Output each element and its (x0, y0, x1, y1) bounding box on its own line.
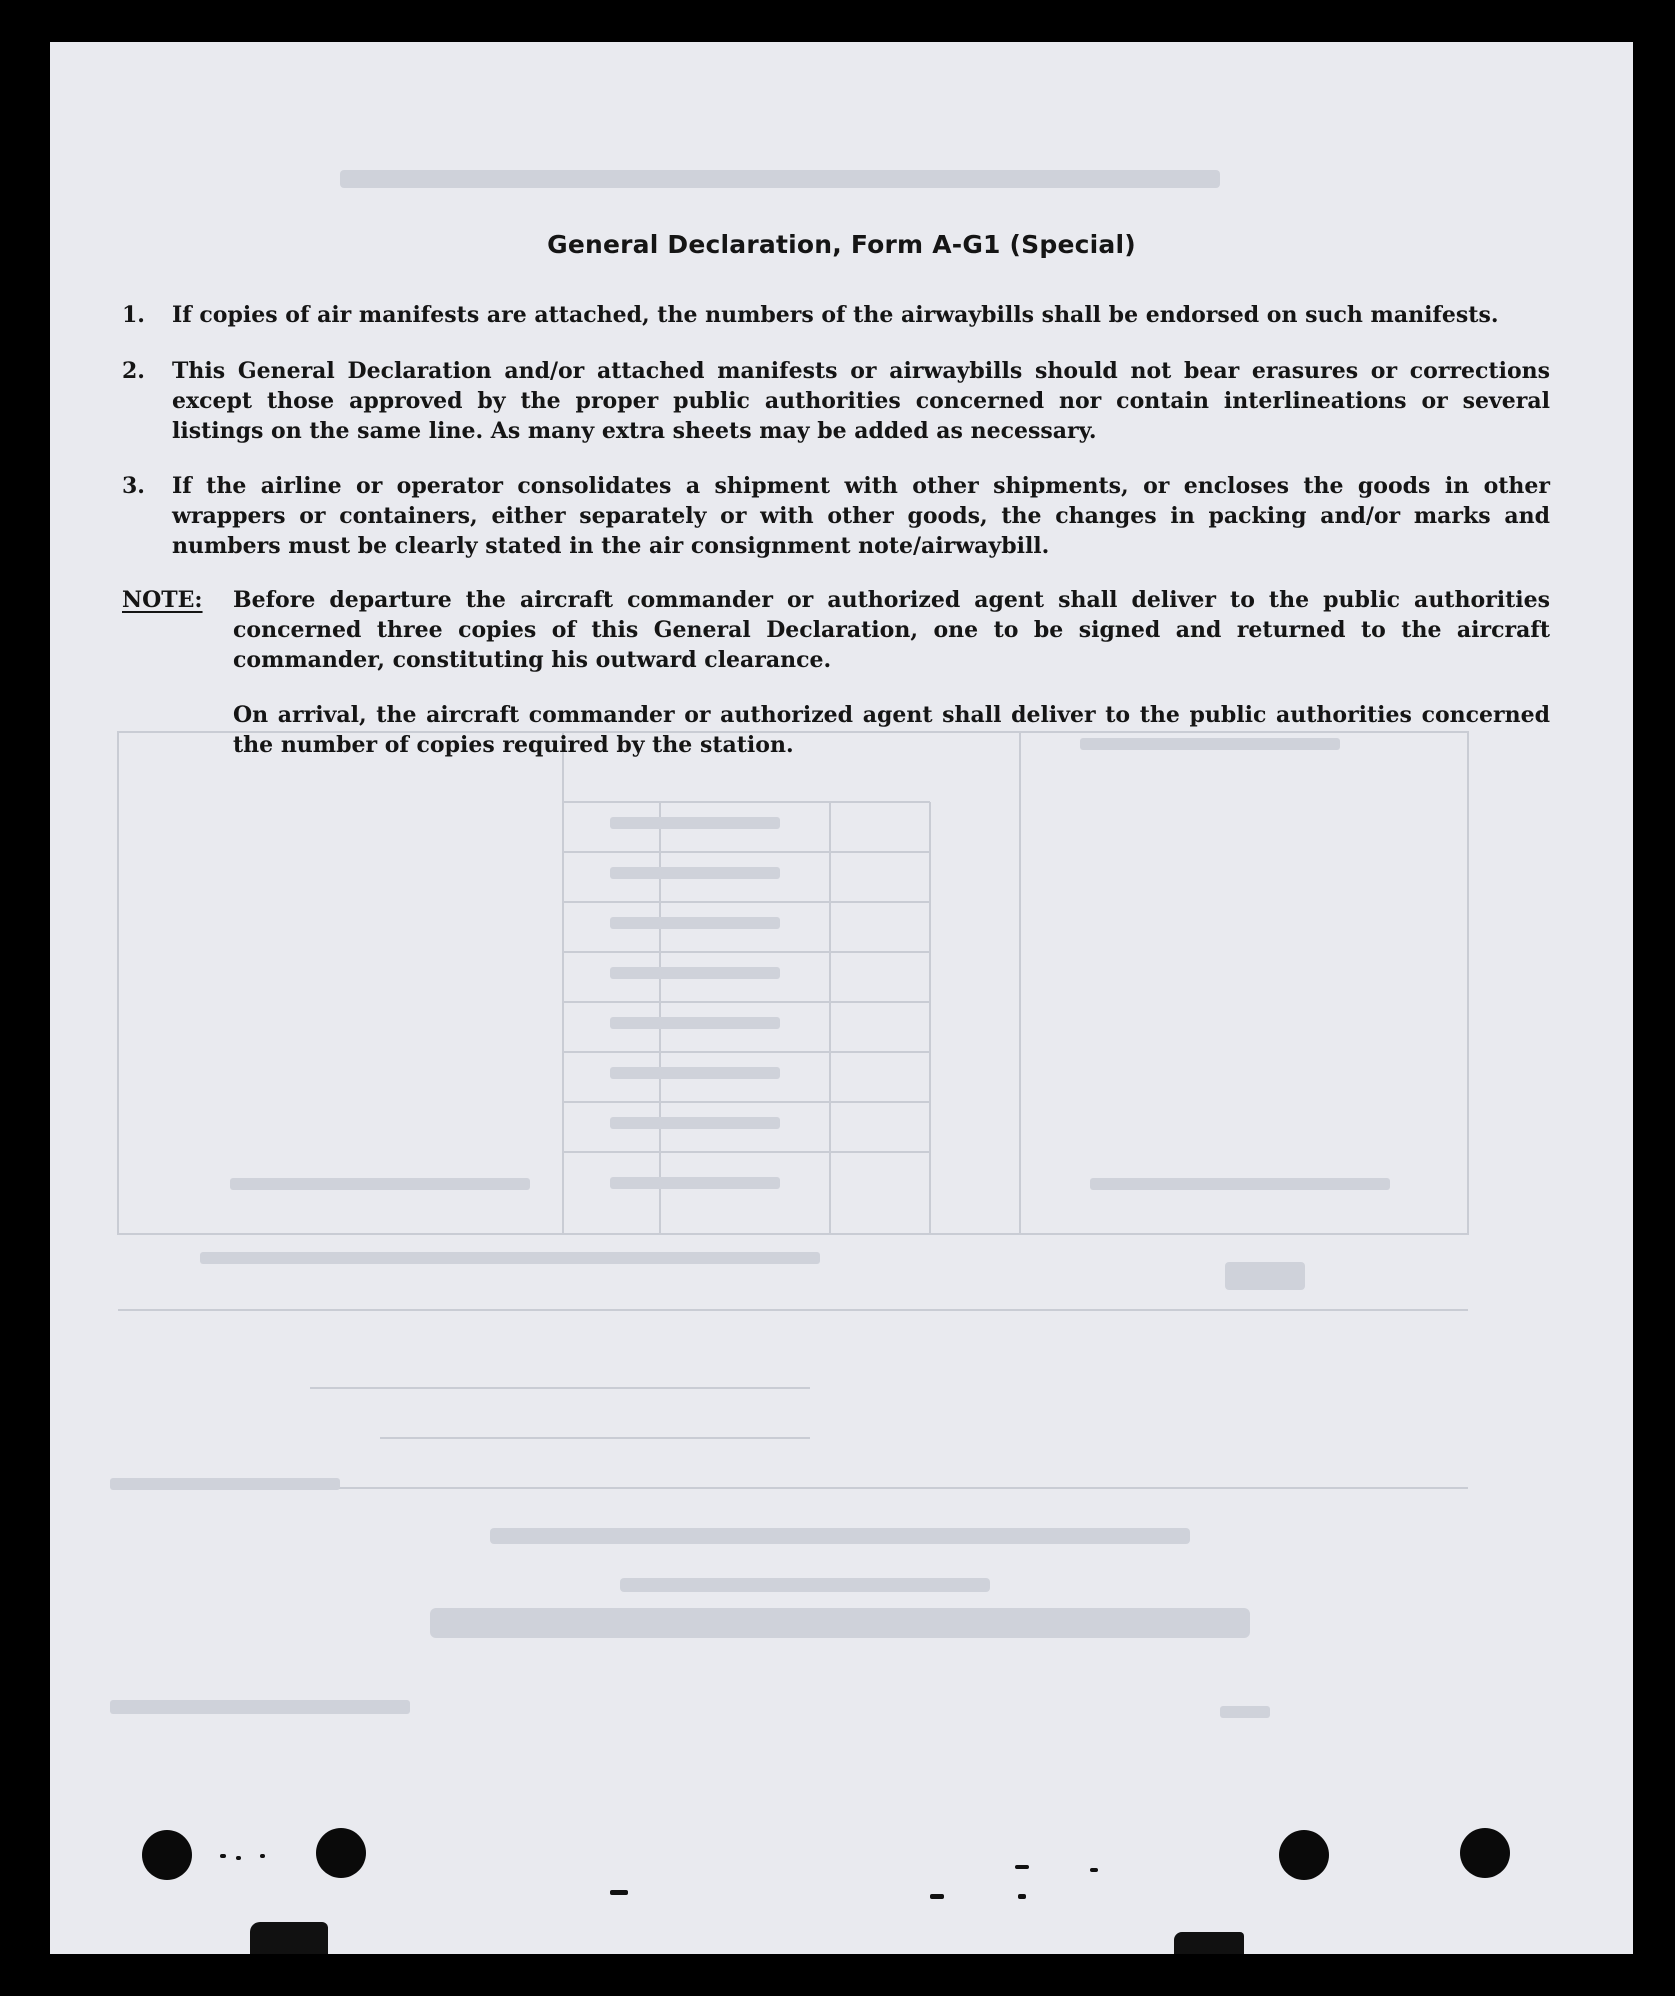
instruction-text: If copies of air manifests are attached, the numbers of the airwaybills shall be endorsed on such manifests. (172, 302, 1499, 328)
speck (1018, 1894, 1026, 1899)
instruction-number: 2. (122, 358, 145, 384)
speck (610, 1890, 628, 1895)
instruction-number: 1. (122, 302, 145, 328)
speck (1090, 1868, 1098, 1872)
speck (1015, 1865, 1029, 1869)
note-paragraph-2: On arrival, the aircraft commander or authorized agent shall deliver to the public authorities concerned the number of copies required by the station. (233, 702, 1550, 758)
torn-edge (250, 1922, 328, 1954)
speck (236, 1856, 241, 1860)
speck (220, 1854, 226, 1858)
instruction-text: If the airline or operator consolidates a shipment with other shipments, or encloses the goods in other wrappers or containers, either separately or with other goods, the changes in packing and/or marks and numbers must be clearly stated in the air consignment note/airwaybill. (172, 473, 1550, 559)
punch-hole (1279, 1830, 1329, 1880)
note-paragraph-1: Before departure the aircraft commander or authorized agent shall deliver to the public authorities concerned three copies of this General Declaration, one to be signed and returned to the aircraft commander, constituting his outward clearance. (233, 587, 1550, 673)
punch-hole (142, 1830, 192, 1880)
note-label: NOTE: (122, 587, 203, 613)
speck (260, 1854, 265, 1858)
torn-edge (1174, 1932, 1244, 1954)
instruction-text: This General Declaration and/or attached manifests or airwaybills should not bear erasures or corrections except those approved by the proper public authorities concerned nor contain interlineations or several listings on the same line. As many extra sheets may be added as necessary. (172, 358, 1550, 444)
instruction-item-3 (122, 471, 1550, 561)
instruction-number: 3. (122, 473, 145, 499)
speck (930, 1894, 944, 1899)
instruction-item-2 (122, 356, 1550, 446)
instruction-item-1 (122, 300, 1550, 330)
punch-hole (316, 1828, 366, 1878)
page-title: General Declaration, Form A-G1 (Special) (547, 230, 1136, 259)
document-page (50, 42, 1633, 1954)
punch-hole (1460, 1828, 1510, 1878)
